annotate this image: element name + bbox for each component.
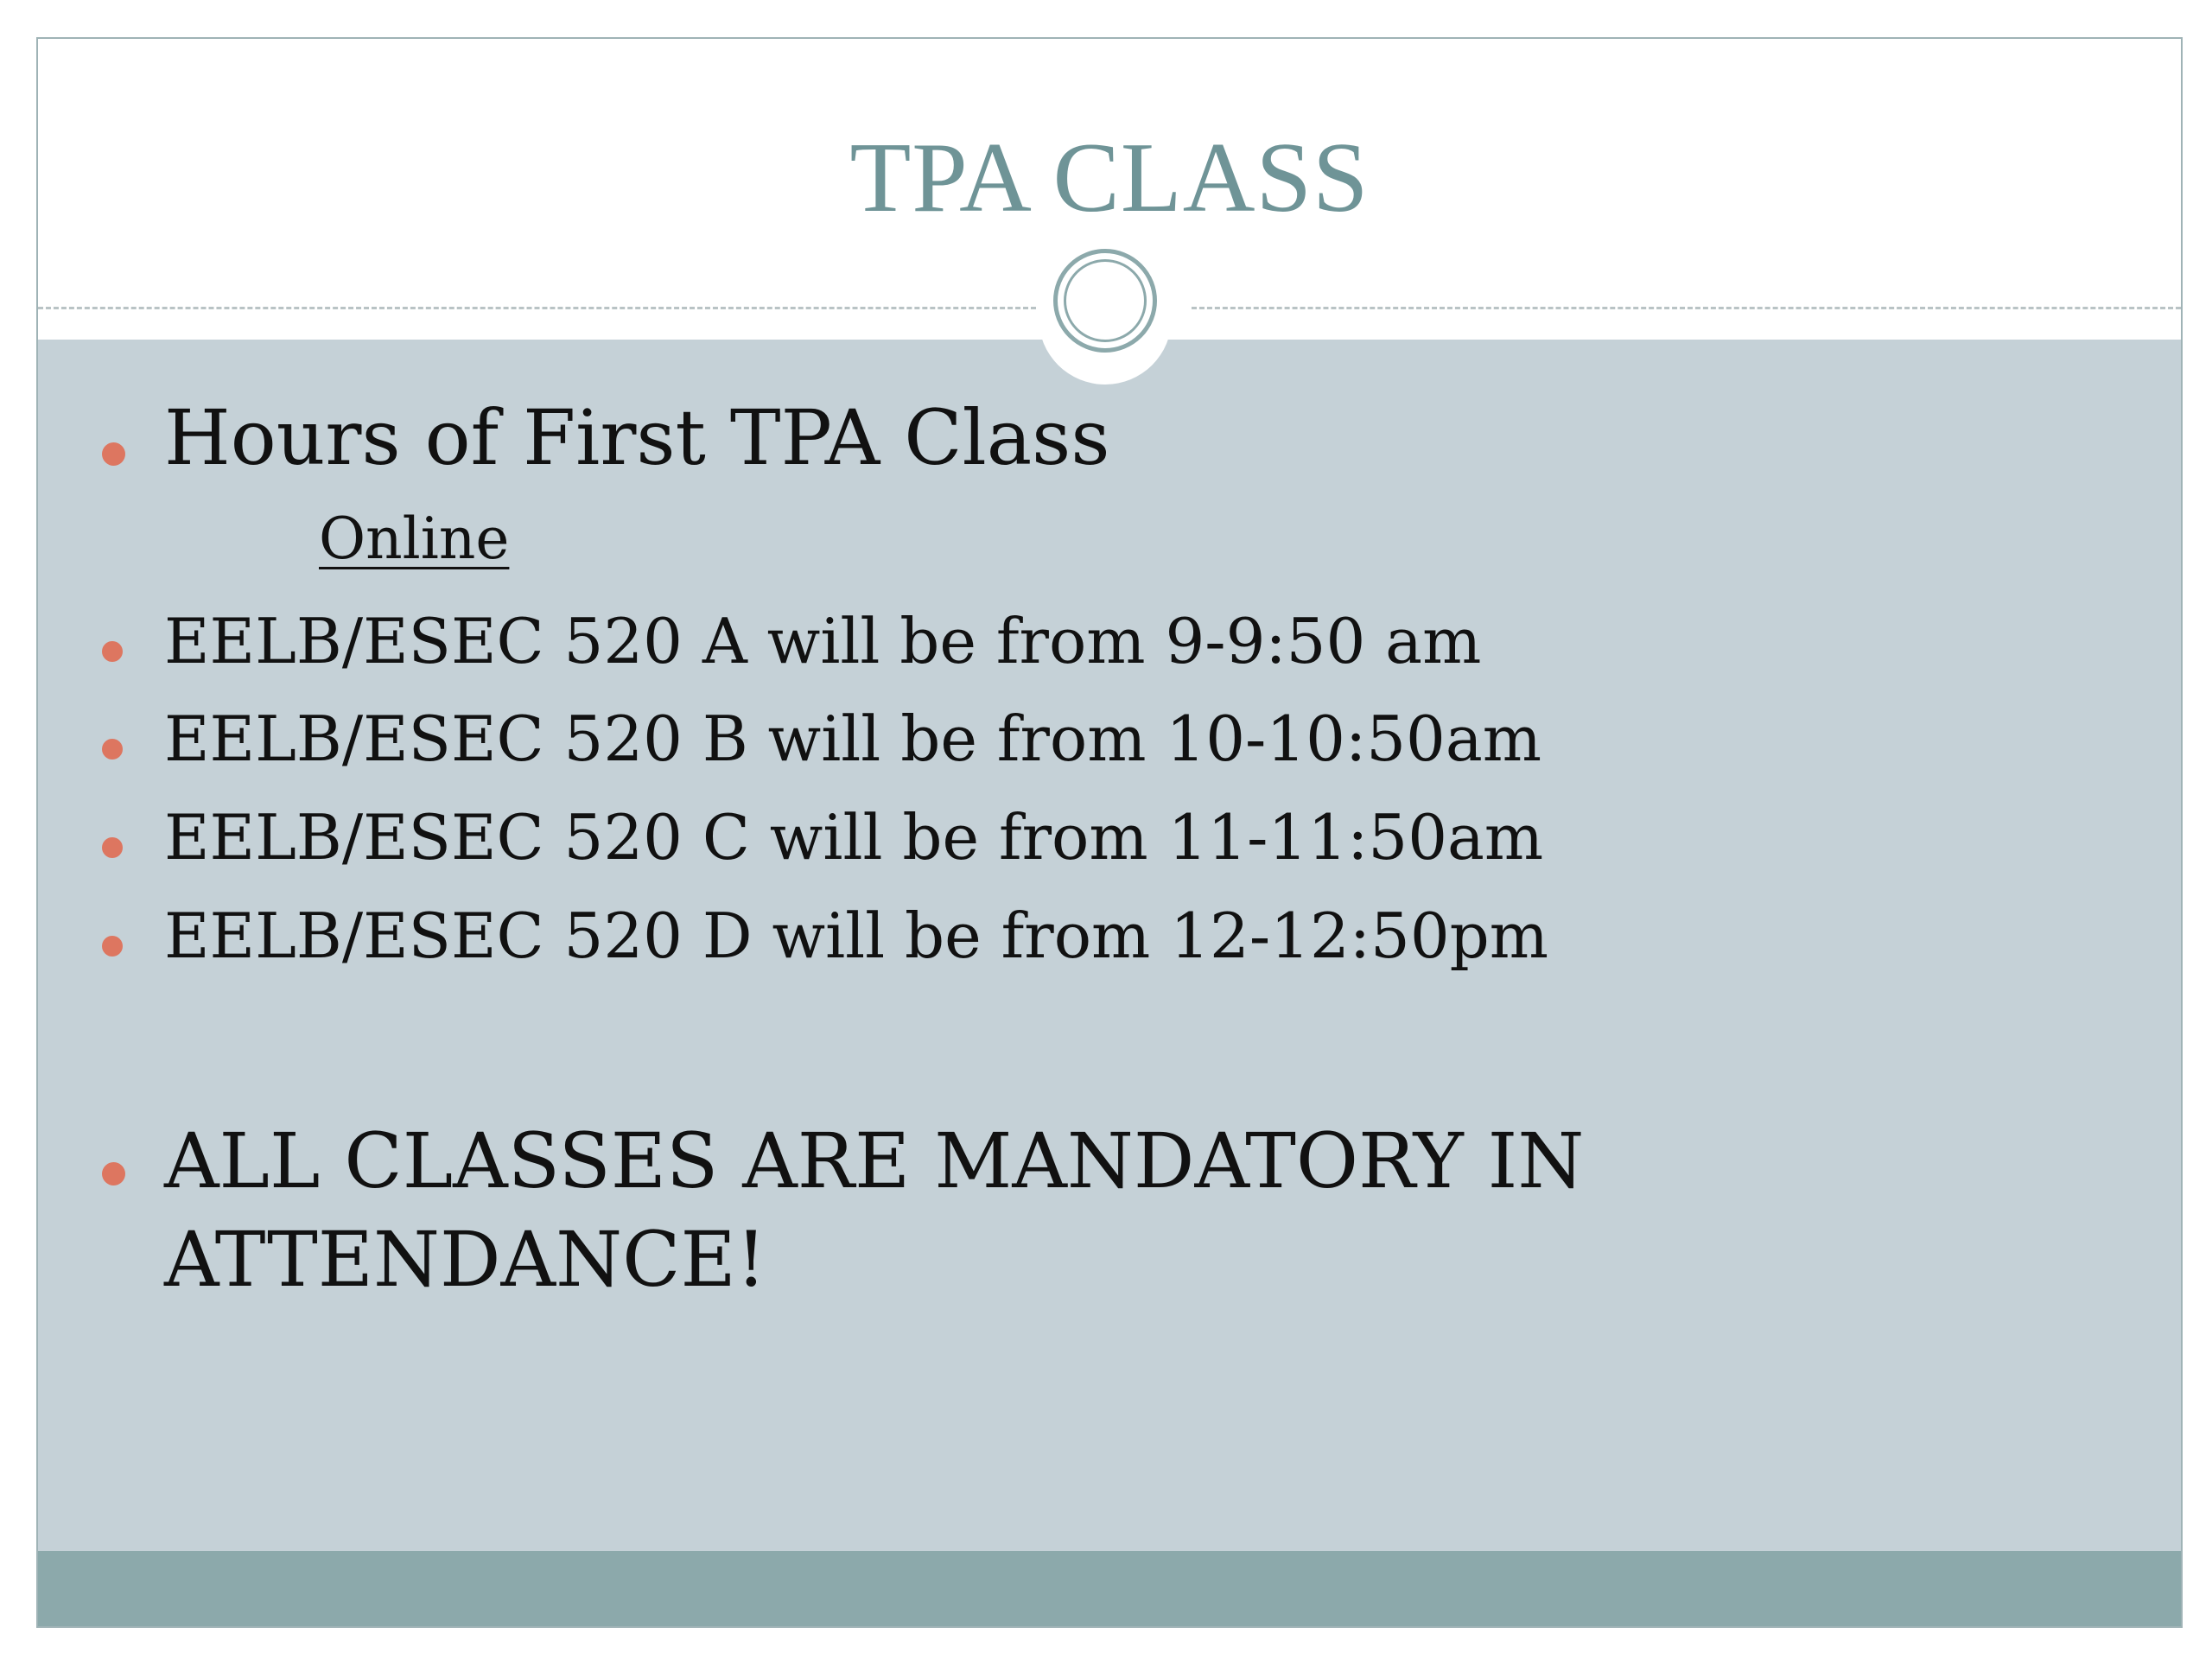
circle-bullet-icon (102, 1162, 125, 1185)
mandatory-notice-text (164, 1112, 1806, 1309)
schedule-item-text: EELB/ESEC 520 A will be from 9-9:50 am (164, 605, 1482, 677)
circle-bullet-icon (102, 442, 125, 466)
slide-footer-bar (38, 1551, 2181, 1628)
header-divider-right (1192, 307, 2181, 309)
heading-text: Hours of First TPA Class (164, 393, 1110, 482)
slide-title: TPA CLASS (849, 123, 1370, 233)
subheading-online: Online (319, 505, 510, 572)
circle-bullet-icon (102, 641, 123, 662)
circle-bullet-icon (102, 739, 123, 760)
header-divider-left (38, 307, 1036, 309)
schedule-item-text: EELB/ESEC 520 D will be from 12-12:50pm (164, 899, 1548, 972)
circle-bullet-icon (102, 837, 123, 858)
notice-line-2: ATTENDANCE! (164, 1215, 767, 1304)
slide (36, 37, 2183, 1628)
circle-bullet-icon (102, 936, 123, 957)
notice-line-1: ALL CLASSES ARE MANDATORY IN (164, 1116, 1585, 1205)
schedule-item-text: EELB/ESEC 520 C will be from 11-11:50am (164, 801, 1544, 874)
ornament-inner-ring (1064, 259, 1147, 342)
schedule-item-text: EELB/ESEC 520 B will be from 10-10:50am (164, 702, 1542, 775)
